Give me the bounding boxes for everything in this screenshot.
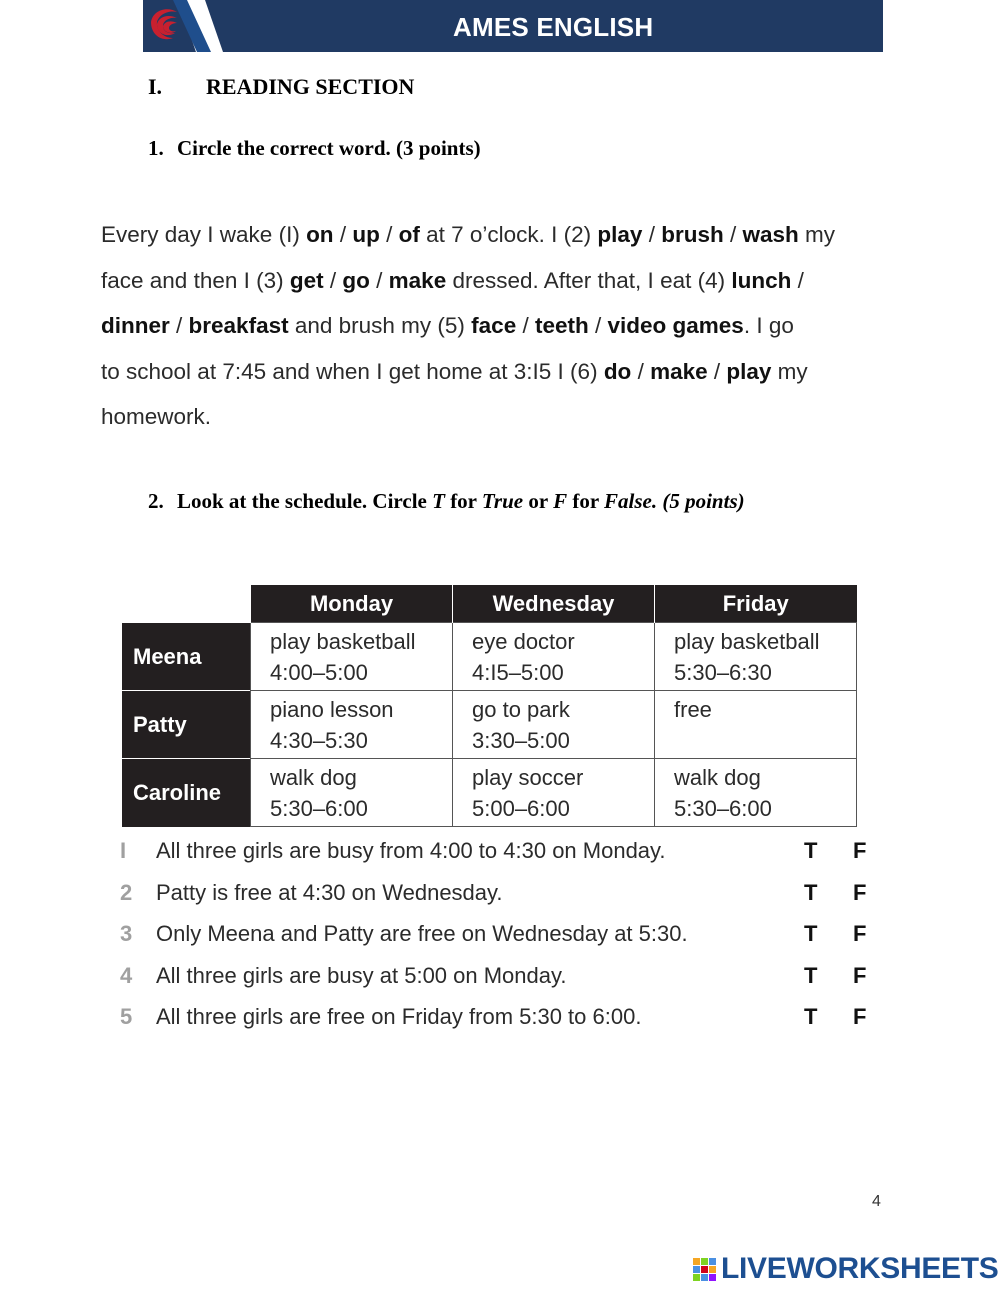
- statement-item: [120, 913, 880, 955]
- passage-text: to school at 7:45 and when I get home at 3:I5 I (6): [101, 358, 604, 384]
- schedule-cell: [655, 691, 857, 759]
- word-choice[interactable]: on: [306, 222, 334, 247]
- section-title: READING SECTION: [206, 74, 415, 99]
- statement-number: 4: [120, 962, 133, 988]
- liveworksheets-logo-icon: [693, 1258, 717, 1282]
- statement-item: [120, 996, 880, 1038]
- reading-passage: [101, 212, 901, 440]
- word-choice[interactable]: make: [650, 358, 708, 384]
- passage-text: /: [323, 267, 343, 293]
- section-heading: [148, 74, 414, 100]
- passage-text: . I go: [743, 313, 794, 338]
- schedule-row: [122, 691, 857, 759]
- statement-number: 2: [120, 879, 133, 905]
- time-text: 4:00–5:00: [270, 660, 368, 685]
- day-header-friday: Friday: [655, 585, 857, 623]
- time-text: 3:30–5:00: [472, 728, 570, 753]
- word-choice[interactable]: play: [597, 222, 643, 247]
- passage-text: at 7 o’clock. I (2): [419, 222, 598, 247]
- passage-text: /: [723, 222, 743, 247]
- passage-text: /: [707, 358, 727, 384]
- page-number: 4: [872, 1193, 881, 1210]
- word-choice[interactable]: make: [388, 267, 447, 293]
- statement-text: Patty is free at 4:30 on Wednesday.: [156, 879, 503, 905]
- true-option[interactable]: T: [804, 879, 818, 905]
- activity-text: play basketball: [674, 629, 820, 654]
- passage-text: /: [588, 313, 608, 338]
- word-choice[interactable]: teeth: [534, 313, 589, 338]
- schedule-cell: [251, 759, 453, 827]
- row-name-meena: Meena: [122, 623, 251, 691]
- true-option[interactable]: T: [804, 1004, 818, 1029]
- passage-line: [101, 258, 901, 304]
- schedule-row: [122, 759, 857, 827]
- activity-text: eye doctor: [472, 629, 575, 654]
- passage-text: /: [379, 222, 399, 247]
- word-choice[interactable]: face: [471, 313, 517, 338]
- schedule-cell: [655, 759, 857, 827]
- passage-line: [101, 349, 901, 395]
- activity-text: go to park: [472, 697, 570, 722]
- activity-text: piano lesson: [270, 697, 394, 722]
- schedule-row: [122, 623, 857, 691]
- word-choice[interactable]: dinner: [101, 313, 170, 338]
- instruction-italic: False. (5 points): [604, 489, 745, 513]
- schedule-corner: [122, 585, 251, 623]
- true-option[interactable]: T: [804, 838, 818, 863]
- word-choice[interactable]: lunch: [731, 267, 792, 293]
- word-choice[interactable]: get: [289, 267, 324, 293]
- passage-text: /: [333, 222, 353, 247]
- question-2-instruction: [177, 489, 745, 513]
- time-text: 5:30–6:30: [674, 660, 772, 685]
- passage-text: /: [642, 222, 662, 247]
- header-banner: [143, 0, 883, 52]
- time-text: 5:30–6:00: [270, 796, 368, 821]
- statement-text: Only Meena and Patty are free on Wednesday at 5:30.: [156, 921, 688, 946]
- instruction-text: Look at the schedule. Circle: [177, 489, 433, 513]
- passage-text: /: [369, 267, 389, 293]
- passage-text: face and then I (3): [101, 267, 290, 293]
- time-text: 4:30–5:30: [270, 728, 368, 753]
- passage-line: [101, 212, 901, 258]
- activity-text: play basketball: [270, 629, 416, 654]
- word-choice[interactable]: wash: [742, 222, 799, 247]
- time-text: 5:30–6:00: [674, 796, 772, 821]
- instruction-italic: True: [481, 489, 524, 513]
- time-text: 4:I5–5:00: [472, 660, 564, 685]
- statement-text: All three girls are busy from 4:00 to 4:30 on Monday.: [156, 838, 666, 863]
- passage-text: dressed. After that, I eat (4): [446, 267, 732, 293]
- false-option[interactable]: F: [853, 962, 867, 988]
- schedule-table: [122, 585, 857, 827]
- false-option[interactable]: F: [853, 1004, 867, 1029]
- brand-title: AMES ENGLISH: [453, 12, 654, 42]
- passage-text: Every day I wake (I): [101, 222, 307, 247]
- day-header-monday: Monday: [251, 585, 453, 623]
- schedule-header-row: [122, 585, 857, 623]
- false-option[interactable]: F: [853, 838, 867, 863]
- row-name-patty: Patty: [122, 691, 251, 759]
- question-2-number: 2.: [148, 489, 164, 513]
- schedule-cell: [251, 691, 453, 759]
- statement-list: [120, 830, 880, 1038]
- schedule-cell: [453, 759, 655, 827]
- word-choice[interactable]: brush: [661, 222, 724, 247]
- passage-text: and brush my (5): [288, 313, 472, 338]
- question-1-heading: [148, 136, 481, 161]
- passage-text: my: [798, 222, 836, 247]
- statement-item: [120, 872, 880, 914]
- activity-text: walk dog: [270, 765, 357, 790]
- passage-line: [101, 394, 901, 440]
- false-option[interactable]: F: [853, 921, 867, 946]
- day-header-wednesday: Wednesday: [453, 585, 655, 623]
- passage-text: /: [631, 358, 651, 384]
- schedule-cell: [453, 691, 655, 759]
- question-1-instruction: Circle the correct word. (3 points): [177, 136, 481, 160]
- schedule-cell: [453, 623, 655, 691]
- instruction-text: for: [444, 489, 482, 513]
- instruction-italic: F: [553, 489, 568, 513]
- question-2-heading: [148, 489, 745, 514]
- instruction-text: for: [567, 489, 605, 513]
- watermark-text: LIVEWORKSHEETS: [721, 1252, 999, 1285]
- word-choice[interactable]: play: [726, 358, 772, 384]
- passage-text: /: [169, 313, 189, 338]
- word-choice[interactable]: video games: [607, 313, 744, 338]
- statement-number: 3: [120, 921, 133, 946]
- statement-number: 5: [120, 1004, 133, 1029]
- liveworksheets-watermark: [693, 1252, 999, 1288]
- statement-item: [120, 955, 880, 997]
- statement-text: All three girls are busy at 5:00 on Monday.: [156, 962, 567, 988]
- row-name-caroline: Caroline: [122, 759, 251, 827]
- statement-number: I: [120, 838, 127, 863]
- word-choice[interactable]: do: [603, 358, 632, 384]
- instruction-italic: T: [432, 489, 445, 513]
- word-choice[interactable]: of: [398, 222, 420, 247]
- schedule-cell: [655, 623, 857, 691]
- instruction-text: or: [523, 489, 554, 513]
- section-number: I.: [148, 74, 163, 99]
- true-option[interactable]: T: [804, 921, 818, 946]
- word-choice[interactable]: up: [352, 222, 380, 247]
- passage-text: /: [516, 313, 535, 338]
- true-option[interactable]: T: [804, 962, 818, 988]
- word-choice[interactable]: go: [342, 267, 370, 293]
- question-1-number: 1.: [148, 136, 164, 160]
- activity-text: walk dog: [674, 765, 761, 790]
- passage-text: my: [771, 358, 808, 384]
- passage-text: homework.: [101, 404, 212, 429]
- schedule-cell: [251, 623, 453, 691]
- statement-text: All three girls are free on Friday from 5:30 to 6:00.: [156, 1004, 642, 1029]
- activity-text: free: [674, 697, 712, 722]
- time-text: 5:00–6:00: [472, 796, 570, 821]
- passage-text: /: [791, 267, 804, 293]
- false-option[interactable]: F: [853, 879, 867, 905]
- activity-text: play soccer: [472, 765, 584, 790]
- statement-item: [120, 830, 880, 872]
- passage-line: [101, 303, 901, 349]
- word-choice[interactable]: breakfast: [188, 313, 289, 338]
- ames-logo-icon: [143, 0, 223, 52]
